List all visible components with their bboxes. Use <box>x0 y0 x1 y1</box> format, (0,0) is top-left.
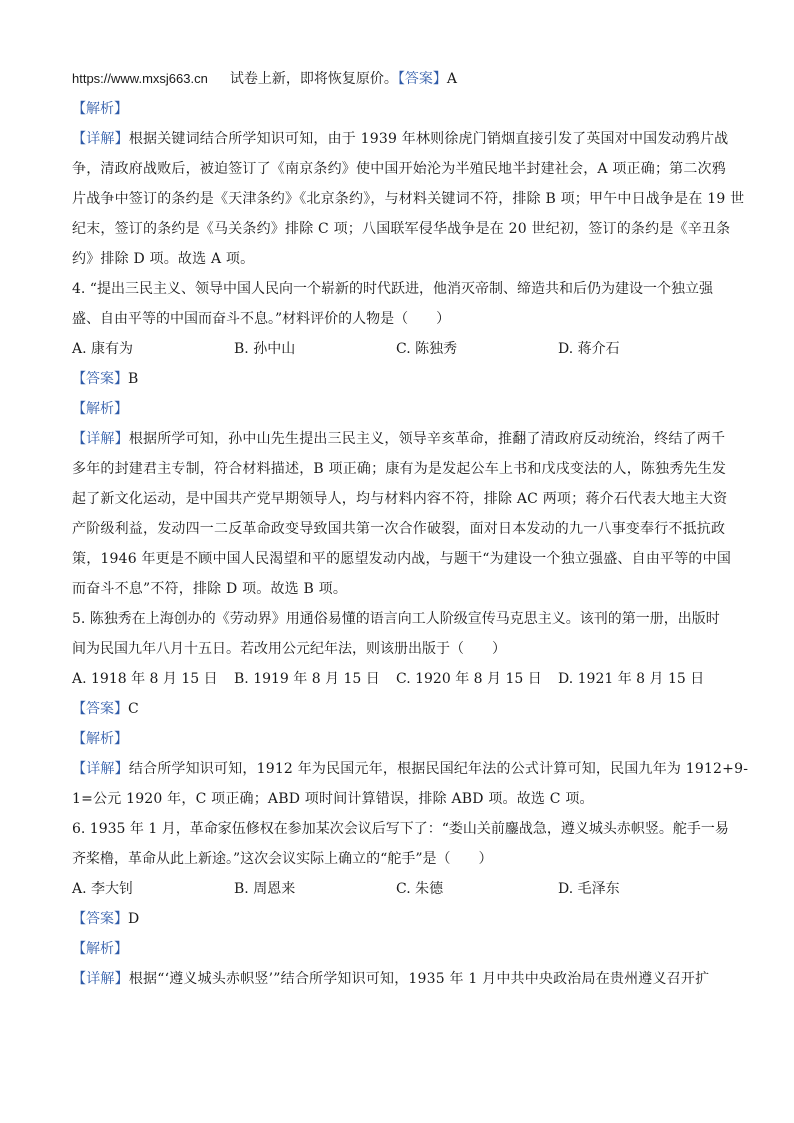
answer-value: A <box>446 71 457 87</box>
analysis-heading: 【解析】 <box>72 731 128 747</box>
question-5 <box>72 604 749 814</box>
detail-line: 1=公元 1920 年，C 项正确；ABD 项时间计算错误，排除 ABD 项。故选 C 项。 <box>72 791 594 807</box>
options-row <box>72 874 722 904</box>
detail-tag: 【详解】 <box>72 131 129 147</box>
options-row <box>72 334 722 364</box>
detail-line: 纪末，签订的条约是《马关条约》排除 C 项；八国联军侵华战争是在 20 世纪初，签订的条约是《辛丑条 <box>72 221 731 237</box>
detail-tag: 【详解】 <box>72 431 129 447</box>
header-line <box>72 64 722 94</box>
option-c: C. 朱德 <box>396 881 444 897</box>
analysis-heading: 【解析】 <box>72 941 128 957</box>
question-stem: 盛、自由平等的中国而奋斗不息。”材料评价的人物是（ ） <box>72 311 451 327</box>
detail-line: 根据“‘遵义城头赤帜竖’”结合所学知识可知，1935 年 1 月中共中央政治局在贵州遵义召开扩 <box>128 971 710 987</box>
answer-value: B <box>128 371 139 387</box>
q4-detail <box>72 424 732 604</box>
analysis-heading: 【解析】 <box>72 401 128 417</box>
question-stem: 间为民国九年八月十五日。若改用公元纪年法，则该册出版于（ ） <box>72 641 506 657</box>
q6-detail <box>72 964 722 994</box>
detail-line: 片战争中签订的条约是《天津条约》《北京条约》，与材料关键词不符，排除 B 项；甲午中日战争是在 19 世 <box>72 191 745 207</box>
option-d: D. 毛泽东 <box>558 881 620 897</box>
detail-line: 起了新文化运动，是中国共产党早期领导人，均与材料内容不符，排除 AC 两项；蒋介石代表大地主大资 <box>72 491 728 507</box>
answer-value: C <box>128 701 139 717</box>
question-4 <box>72 274 732 604</box>
answer-tag: 【答案】 <box>72 371 128 387</box>
option-b: B. 孙中山 <box>234 341 296 357</box>
site-url[interactable]: https://www.mxsj663.cn <box>72 71 208 86</box>
detail-line: 根据关键词结合所学知识可知，由于 1939 年林则徐虎门销烟直接引发了英国对中国发动鸦片战 <box>128 131 729 147</box>
answer-tag: 【答案】 <box>72 701 128 717</box>
detail-tag: 【详解】 <box>72 971 129 987</box>
q3-analysis-heading: 【解析】 <box>72 101 128 117</box>
option-b: B. 周恩来 <box>234 881 296 897</box>
option-a: A. 1918 年 8 月 15 日 <box>72 671 218 687</box>
detail-line: 而奋斗不息”不符，排除 D 项。故选 B 项。 <box>72 581 348 597</box>
question-6 <box>72 814 729 994</box>
option-c: C. 陈独秀 <box>396 341 458 357</box>
question-stem: 4. “提出三民主义、领导中国人民向一个崭新的时代跃进，他消灭帝制、缔造共和后仍为建设一个独立强 <box>72 281 713 297</box>
answer-value: D <box>128 911 140 927</box>
question-stem: 齐桨橹，革命从此上新途。”这次会议实际上确立的“舵手”是（ ） <box>72 851 493 867</box>
detail-line: 多年的封建君主专制，符合材料描述，B 项正确；康有为是发起公车上书和戊戌变法的人，陈独秀先生发 <box>72 461 727 477</box>
answer-tag: 【答案】 <box>72 911 128 927</box>
detail-tag: 【详解】 <box>72 761 129 777</box>
document-page <box>72 64 749 994</box>
detail-line: 争，清政府战败后，被迫签订了《南京条约》使中国开始沦为半殖民地半封建社会，A 项正确；第二次鸦 <box>72 161 726 177</box>
detail-line: 根据所学可知，孙中山先生提出三民主义，领导辛亥革命，推翻了清政府反动统治，终结了两千 <box>128 431 726 447</box>
detail-line: 结合所学知识可知，1912 年为民国元年，根据民国纪年法的公式计算可知，民国九年为 1912+9- <box>128 761 749 777</box>
option-a: A. 康有为 <box>72 341 134 357</box>
options-row <box>72 664 722 694</box>
detail-line: 策，1946 年更是不顾中国人民渴望和平的愿望发动内战，与题干“为建设一个独立强盛、自由平等的中国 <box>72 551 732 567</box>
q5-detail <box>72 754 749 814</box>
detail-line: 产阶级利益，发动四一二反革命政变导致国共第一次合作破裂，面对日本发动的九一八事变奉行不抵抗政 <box>72 521 726 537</box>
question-stem: 6. 1935 年 1 月，革命家伍修权在参加某次会议后写下了：“娄山关前鏖战急，遵义城头赤帜竖。舵手一易 <box>72 821 729 837</box>
question-stem: 5. 陈独秀在上海创办的《劳动界》用通俗易懂的语言向工人阶级宣传马克思主义。该刊的第一册，出版时 <box>72 611 720 627</box>
option-d: D. 蒋介石 <box>558 341 620 357</box>
detail-line: 约》排除 D 项。故选 A 项。 <box>72 251 255 267</box>
option-b: B. 1919 年 8 月 15 日 <box>234 671 380 687</box>
option-c: C. 1920 年 8 月 15 日 <box>396 671 542 687</box>
answer-tag: 【答案】 <box>397 71 447 87</box>
option-a: A. 李大钊 <box>72 881 134 897</box>
q3-detail <box>72 124 745 274</box>
option-d: D. 1921 年 8 月 15 日 <box>558 671 705 687</box>
notice-text: 试卷上新，即将恢复原价。 <box>229 71 398 87</box>
